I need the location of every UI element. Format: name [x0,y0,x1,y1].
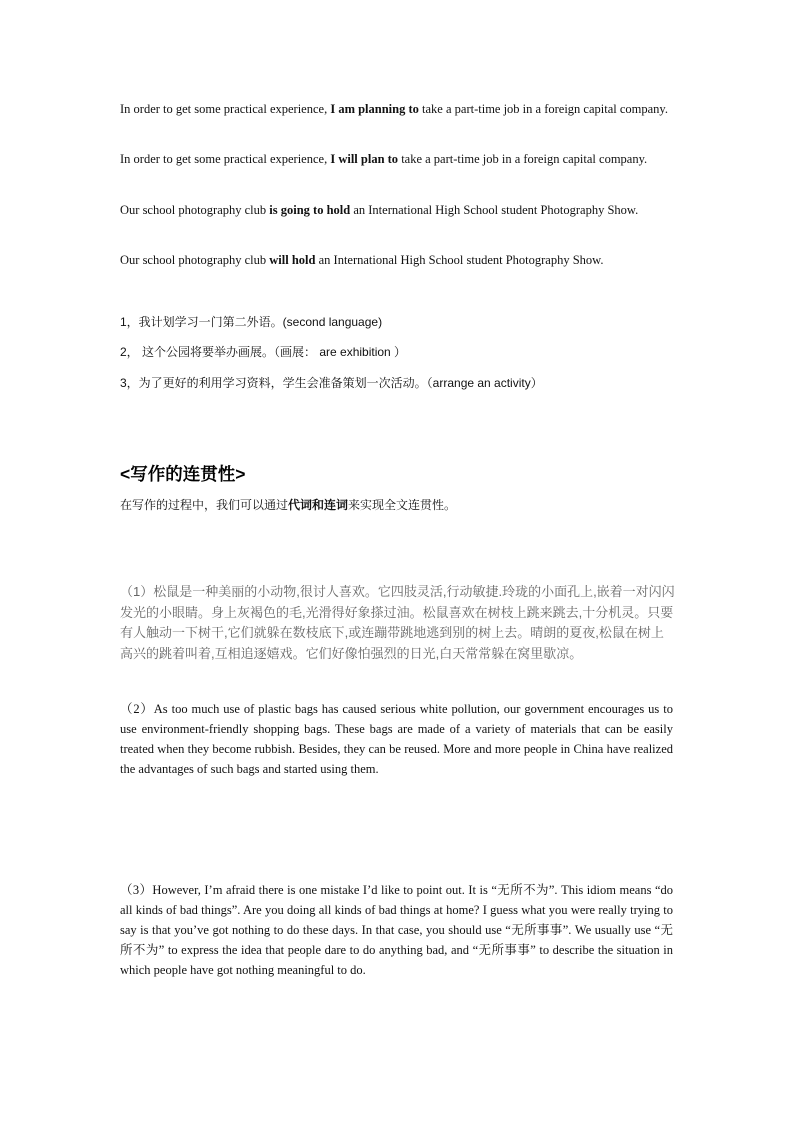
passage-3-idiom: （3）However, I’m afraid there is one mistake I’d like to point out. It is “无所不为”. This idiom means “do all kinds of bad things”. Are you doing all kinds of bad things at home? I guess what you were really trying to say is that you’ve got nothing to do these days. In that case, you should use “无所事事”. We usually use “无所不为” to express the idea that people dare to do anything bad, and “无所事事” to describe the situation in which people have got nothing meaningful to do. [120,883,673,977]
exercise-3: 3，为了更好的利用学习资料，学生会准备策划一次活动。（arrange an activity） [120,376,543,390]
example-2-text-after: take a part-time job in a foreign capital company. [398,152,648,166]
example-1-text-before: In order to get some practical experience, [120,102,331,116]
section-intro [120,496,456,513]
passage-2-plastic-bags: （2）As too much use of plastic bags has caused serious white pollution, our government encourages us to use environment-friendly shopping bags. These bags are made of a variety of materials that can be easily treated when they become rubbish. Besides, they can be reused. More and more people in China have realized the advantages of such bags and started using them. [120,702,673,776]
example-1-text-after: take a part-time job in a foreign capital company. [418,102,668,116]
exercise-2: 2， 这个公园将要举办画展。（画展： are exhibition ） [120,345,407,359]
example-3-highlight: is going to hold [269,203,351,217]
example-1-highlight: I am planning to [330,102,419,116]
intro-highlight: 代词和连词 [288,498,349,512]
example-sentence-4 [120,250,673,270]
example-3-text-before: Our school photography club [120,203,270,217]
exercise-1: 1，我计划学习一门第二外语。(second language) [120,315,383,329]
example-sentence-3 [120,200,673,220]
intro-text-before: 在写作的过程中，我们可以通过 [120,498,289,512]
example-3-text-after: an International High School student Photography Show. [350,203,639,217]
example-sentence-1 [120,99,673,119]
intro-text-after: 来实现全文连贯性。 [348,498,457,512]
example-2-highlight: I will plan to [330,152,399,166]
example-4-text-after: an International High School student Photography Show. [315,253,604,267]
example-2-text-before: In order to get some practical experience, [120,152,331,166]
example-4-text-before: Our school photography club [120,253,270,267]
example-4-highlight: will hold [269,253,316,267]
example-sentence-2 [120,149,673,169]
section-heading: <写作的连贯性> [120,464,246,484]
passage-1-squirrel: （1）松鼠是一种美丽的小动物,很讨人喜欢。它四肢灵活,行动敏捷.玲珑的小面孔上,嵌着一对闪闪发光的小眼睛。身上灰褐色的毛,光滑得好象搽过油。松鼠喜欢在树枝上跳来跳去,十分机灵。只要有人触动一下树干,它们就躲在数枝底下,或连蹦带跳地逃到别的树上去。晴朗的夏夜,松鼠在树上高兴的跳着叫着,互相追逐嬉戏。它们好像怕强烈的日光,白天常常躲在窝里歇凉。 [120,584,675,661]
